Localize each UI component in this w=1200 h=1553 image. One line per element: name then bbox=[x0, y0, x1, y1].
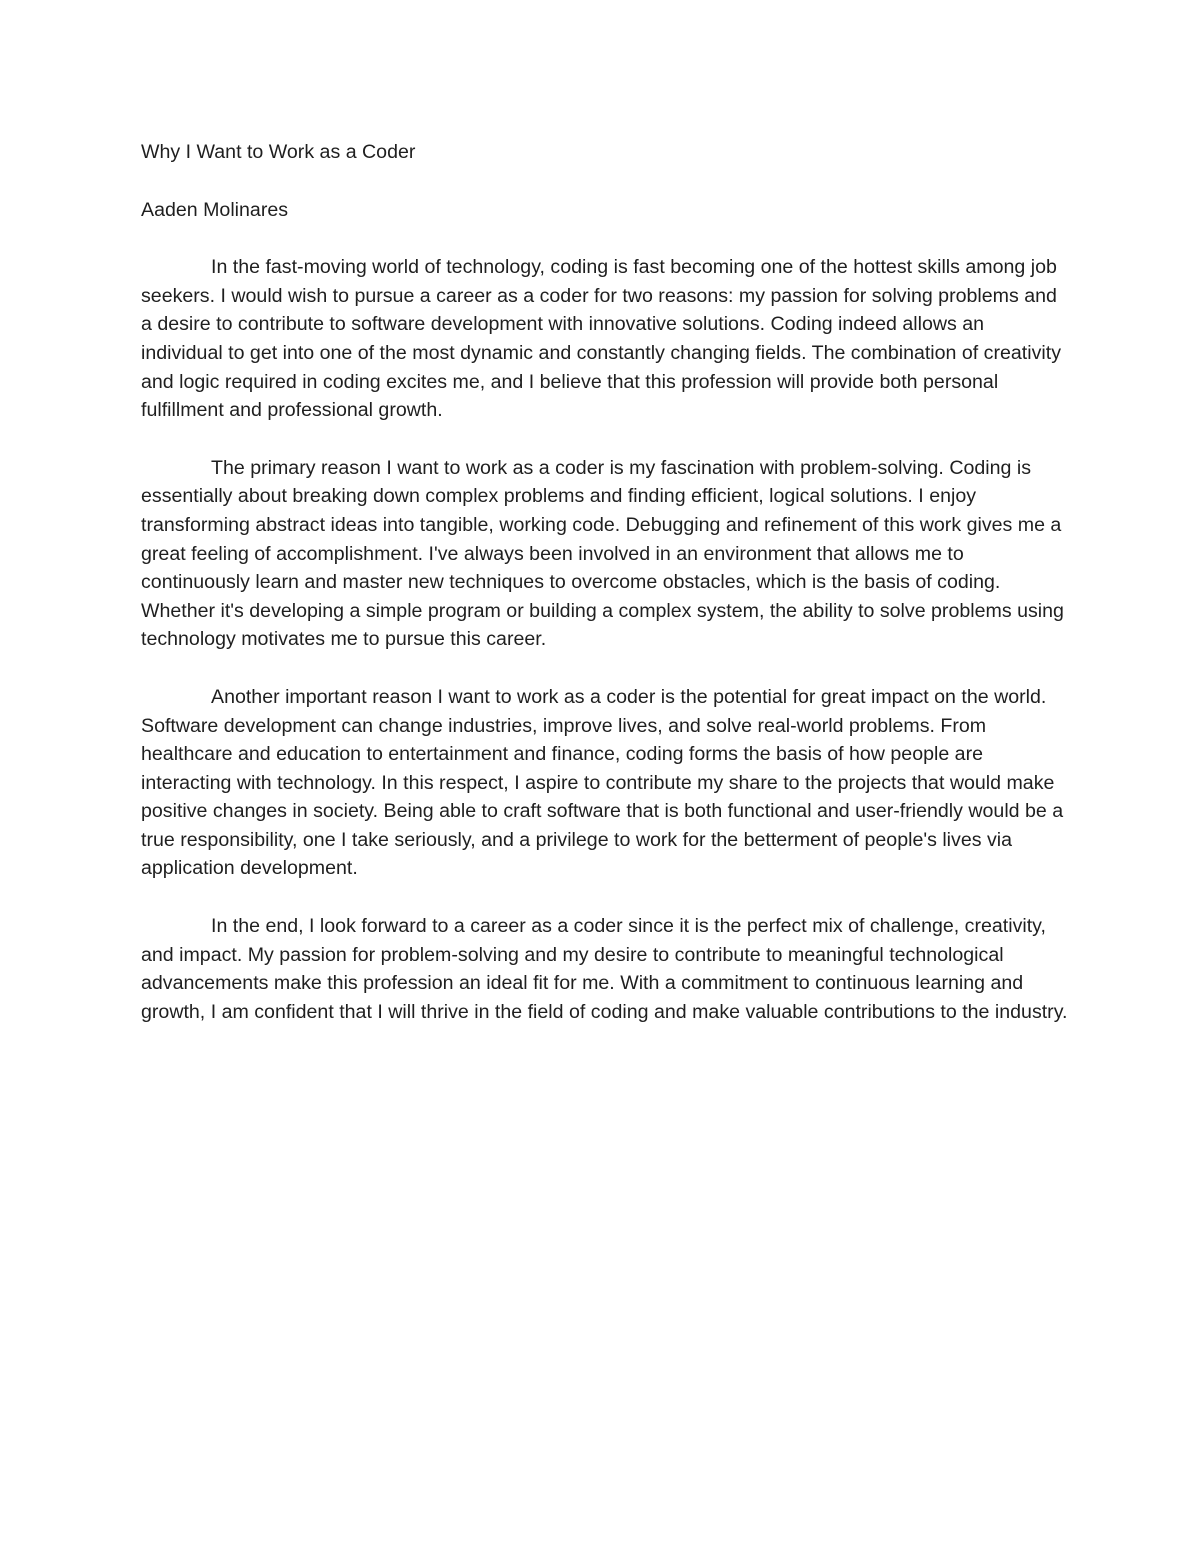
author-name: Aaden Molinares bbox=[141, 198, 289, 221]
document-title: Why I Want to Work as a Coder bbox=[141, 141, 416, 163]
document-body bbox=[141, 138, 1071, 1026]
paragraph-conclusion: In the end, I look forward to a career as a coder since it is the perfect mix of challenge, creativity, and impact. My passion for problem-solving and my desire to contribute to meaningful technological advancements make this profession an ideal fit for me. With a commitment to continuous learning and growth, I am confident that I will thrive in the field of coding and make valuable contributions to the industry. bbox=[141, 915, 1068, 1023]
paragraph-impact: Another important reason I want to work as a coder is the potential for great impact on the world. Software development can change industries, improve lives, and solve real-world problems. From healthcare and education to entertainment and finance, coding forms the basis of how people are interacting with technology. In this respect, I aspire to contribute my share to the projects that would make positive changes in society. Being able to craft software that is both functional and user-friendly would be a true responsibility, one I take seriously, and a privilege to work for the betterment of people's lives via application development. bbox=[141, 685, 1064, 880]
paragraph-problem-solving: The primary reason I want to work as a coder is my fascination with problem-solving. Coding is essentially about breaking down complex problems and finding efficient, logical solutions. I enjoy transforming abstract ideas into tangible, working code. Debugging and refinement of this work gives me a great feeling of accomplishment. I've always been involved in an environment that allows me to continuously learn and master new techniques to overcome obstacles, which is the basis of coding. Whether it's developing a simple program or building a complex system, the ability to solve problems using technology motivates me to pursue this career. bbox=[141, 456, 1064, 651]
paragraph-intro: In the fast-moving world of technology, coding is fast becoming one of the hottest skills among job seekers. I would wish to pursue a career as a coder for two reasons: my passion for solving problems and a desire to contribute to software development with innovative solutions. Coding indeed allows an individual to get into one of the most dynamic and constantly changing fields. The combination of creativity and logic required in coding excites me, and I believe that this profession will provide both personal fulfillment and professional growth. bbox=[141, 256, 1061, 422]
